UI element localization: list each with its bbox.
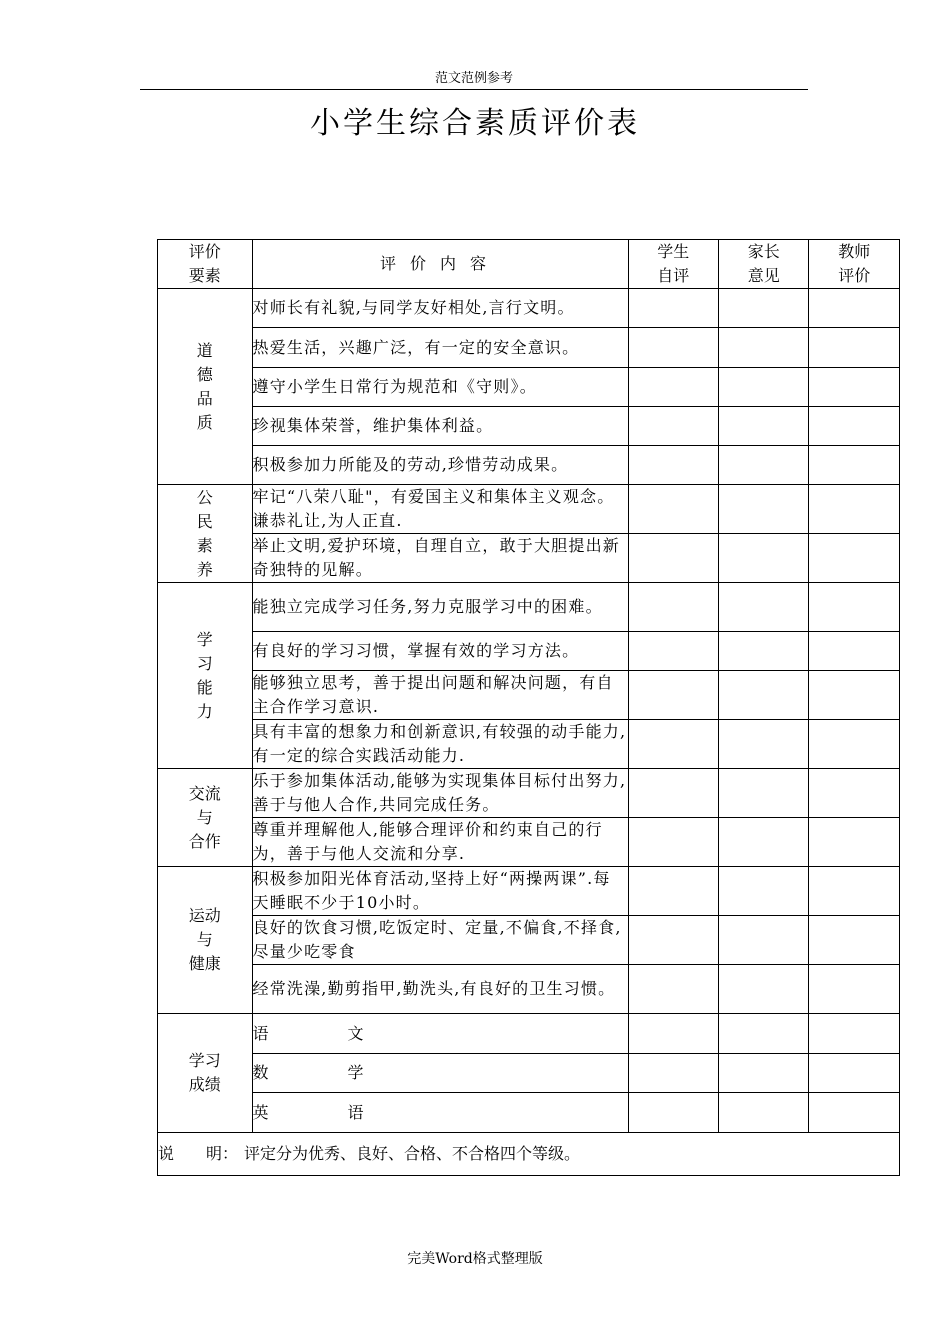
parent-score-cell[interactable] <box>719 289 809 328</box>
table-row <box>158 289 900 328</box>
parent-score-cell[interactable] <box>719 583 809 632</box>
note-text: 评定分为优秀、良好、合格、不合格四个等级。 <box>244 1144 581 1163</box>
header-category: 评价 要素 <box>158 240 253 289</box>
teacher-score-cell[interactable] <box>809 1014 900 1054</box>
category-cell <box>158 769 253 867</box>
page-title: 小学生综合素质评价表 <box>310 106 640 141</box>
parent-score-cell[interactable] <box>719 965 809 1014</box>
criterion-text: 积极参加阳光体育活动,坚持上好“两操两课”.每天睡眠不少于10小时。 <box>252 867 628 916</box>
criterion-text: 能独立完成学习任务,努力克服学习中的困难。 <box>252 583 628 632</box>
table-row <box>158 583 900 632</box>
criterion-text: 热爱生活，兴趣广泛，有一定的安全意识。 <box>252 328 628 368</box>
teacher-score-cell[interactable] <box>809 534 900 583</box>
criterion-text: 珍视集体荣誉，维护集体利益。 <box>252 407 628 446</box>
parent-score-cell[interactable] <box>719 1014 809 1054</box>
teacher-score-cell[interactable] <box>809 583 900 632</box>
table-row <box>158 1093 900 1133</box>
student-score-cell[interactable] <box>628 1093 718 1133</box>
parent-score-cell[interactable] <box>719 720 809 769</box>
criterion-text: 经常洗澡,勤剪指甲,勤洗头,有良好的卫生习惯。 <box>252 965 628 1014</box>
parent-score-cell[interactable] <box>719 446 809 485</box>
category-cell <box>158 1014 253 1133</box>
evaluation-table <box>157 239 900 1176</box>
table-row <box>158 407 900 446</box>
parent-score-cell[interactable] <box>719 769 809 818</box>
parent-score-cell[interactable] <box>719 1093 809 1133</box>
student-score-cell[interactable] <box>628 720 718 769</box>
teacher-score-cell[interactable] <box>809 671 900 720</box>
criterion-text: 遵守小学生日常行为规范和《守则》。 <box>252 368 628 407</box>
criterion-text: 具有丰富的想象力和创新意识,有较强的动手能力,有一定的综合实践活动能力. <box>252 720 628 769</box>
parent-score-cell[interactable] <box>719 328 809 368</box>
student-score-cell[interactable] <box>628 632 718 671</box>
note-label: 说 明： <box>158 1144 239 1163</box>
student-score-cell[interactable] <box>628 485 718 534</box>
category-label: 交流 与 合作 <box>188 783 221 851</box>
student-score-cell[interactable] <box>628 867 718 916</box>
parent-score-cell[interactable] <box>719 818 809 867</box>
criterion-text: 尊重并理解他人,能够合理评价和约束自己的行为，善于与他人交流和分享. <box>252 818 628 867</box>
page-header: 范文范例参考 <box>140 70 808 90</box>
table-row <box>158 632 900 671</box>
criterion-text: 有良好的学习习惯，掌握有效的学习方法。 <box>252 632 628 671</box>
table-row <box>158 328 900 368</box>
parent-score-cell[interactable] <box>719 916 809 965</box>
criterion-text: 对师长有礼貌,与同学友好相处,言行文明。 <box>252 289 628 328</box>
table-row <box>158 818 900 867</box>
student-score-cell[interactable] <box>628 583 718 632</box>
category-cell <box>158 485 253 583</box>
table-row <box>158 965 900 1014</box>
parent-score-cell[interactable] <box>719 671 809 720</box>
subject-label: 数 学 <box>252 1054 628 1093</box>
teacher-score-cell[interactable] <box>809 1054 900 1093</box>
student-score-cell[interactable] <box>628 407 718 446</box>
student-score-cell[interactable] <box>628 289 718 328</box>
header-teacher: 教师 评价 <box>809 240 900 289</box>
table-row <box>158 446 900 485</box>
header-parent: 家长 意见 <box>719 240 809 289</box>
criterion-text: 积极参加力所能及的劳动,珍惜劳动成果。 <box>252 446 628 485</box>
table-row <box>158 534 900 583</box>
subject-label: 语 文 <box>252 1014 628 1054</box>
teacher-score-cell[interactable] <box>809 485 900 534</box>
table-header-row <box>158 240 900 289</box>
student-score-cell[interactable] <box>628 446 718 485</box>
parent-score-cell[interactable] <box>719 1054 809 1093</box>
parent-score-cell[interactable] <box>719 867 809 916</box>
table-row <box>158 867 900 916</box>
student-score-cell[interactable] <box>628 1014 718 1054</box>
teacher-score-cell[interactable] <box>809 720 900 769</box>
page-footer: 完美Word格式整理版 <box>407 1251 543 1267</box>
student-score-cell[interactable] <box>628 916 718 965</box>
student-score-cell[interactable] <box>628 534 718 583</box>
teacher-score-cell[interactable] <box>809 916 900 965</box>
note-row <box>158 1133 900 1176</box>
header-content: 评价内容 <box>252 240 628 289</box>
table-row <box>158 368 900 407</box>
student-score-cell[interactable] <box>628 1054 718 1093</box>
teacher-score-cell[interactable] <box>809 769 900 818</box>
student-score-cell[interactable] <box>628 818 718 867</box>
category-label: 公民素养 <box>196 487 213 579</box>
student-score-cell[interactable] <box>628 671 718 720</box>
criterion-text: 乐于参加集体活动,能够为实现集体目标付出努力,善于与他人合作,共同完成任务。 <box>252 769 628 818</box>
teacher-score-cell[interactable] <box>809 818 900 867</box>
student-score-cell[interactable] <box>628 328 718 368</box>
category-cell <box>158 289 253 485</box>
criterion-text: 能够独立思考，善于提出问题和解决问题，有自主合作学习意识. <box>252 671 628 720</box>
teacher-score-cell[interactable] <box>809 407 900 446</box>
parent-score-cell[interactable] <box>719 632 809 671</box>
teacher-score-cell[interactable] <box>809 328 900 368</box>
teacher-score-cell[interactable] <box>809 368 900 407</box>
criterion-text: 举止文明,爱护环境，自理自立，敢于大胆提出新奇独特的见解。 <box>252 534 628 583</box>
criterion-text: 良好的饮食习惯,吃饭定时、定量,不偏食,不择食,尽量少吃零食 <box>252 916 628 965</box>
category-label: 学习能力 <box>196 629 213 721</box>
criterion-text: 牢记“八荣八耻"，有爱国主义和集体主义观念。谦恭礼让,为人正直. <box>252 485 628 534</box>
header-student: 学生 自评 <box>628 240 718 289</box>
category-cell <box>158 583 253 769</box>
parent-score-cell[interactable] <box>719 368 809 407</box>
category-label: 运动 与 健康 <box>188 906 221 973</box>
student-score-cell[interactable] <box>628 769 718 818</box>
table-row <box>158 769 900 818</box>
parent-score-cell[interactable] <box>719 485 809 534</box>
table-row <box>158 720 900 769</box>
parent-score-cell[interactable] <box>719 407 809 446</box>
teacher-score-cell[interactable] <box>809 965 900 1014</box>
parent-score-cell[interactable] <box>719 534 809 583</box>
student-score-cell[interactable] <box>628 368 718 407</box>
table-row <box>158 1054 900 1093</box>
table-row <box>158 1014 900 1054</box>
student-score-cell[interactable] <box>628 965 718 1014</box>
table-row <box>158 485 900 534</box>
teacher-score-cell[interactable] <box>809 289 900 328</box>
category-label: 学习 成绩 <box>188 1051 221 1094</box>
note-cell <box>158 1133 900 1176</box>
category-cell <box>158 867 253 1014</box>
table-row <box>158 916 900 965</box>
table-row <box>158 671 900 720</box>
category-label: 道德品质 <box>196 340 213 432</box>
teacher-score-cell[interactable] <box>809 632 900 671</box>
subject-label: 英 语 <box>252 1093 628 1133</box>
teacher-score-cell[interactable] <box>809 867 900 916</box>
teacher-score-cell[interactable] <box>809 1093 900 1133</box>
teacher-score-cell[interactable] <box>809 446 900 485</box>
